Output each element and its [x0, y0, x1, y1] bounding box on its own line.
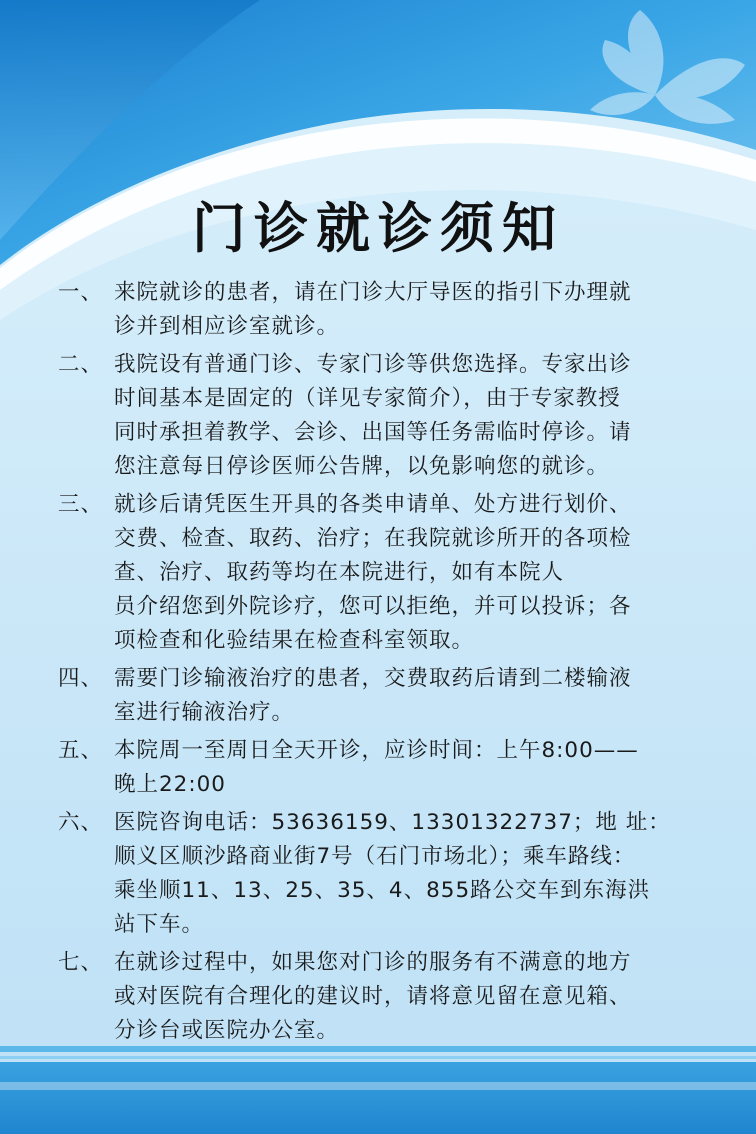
item-text-line: 需要门诊输液治疗的患者，交费取药后请到二楼输液 — [114, 666, 632, 691]
item-text-line: 员介绍您到外院诊疗，您可以拒绝，并可以投诉；各 — [114, 594, 632, 619]
item-text-line: 交费、检查、取药、治疗；在我院就诊所开的各项检 — [114, 526, 632, 551]
item-text-line: 或对医院有合理化的建议时，请将意见留在意见箱、 — [114, 984, 632, 1009]
list-item — [58, 662, 708, 730]
list-item — [58, 734, 708, 802]
footer-stripe — [0, 1046, 756, 1052]
item-text-line: 站下车。 — [114, 912, 205, 937]
item-text-line: 乘坐顺11、13、25、35、4、855路公交车到东海洪 — [114, 878, 651, 903]
item-number: 七、 — [58, 950, 104, 975]
item-text-line: 来院就诊的患者，请在门诊大厅导医的指引下办理就 — [114, 280, 632, 305]
footer-highlight — [0, 1082, 756, 1090]
item-number: 六、 — [58, 810, 104, 835]
item-text-line: 顺义区顺沙路商业街7号（石门市场北）；乘车路线： — [114, 844, 636, 869]
item-number: 三、 — [58, 492, 104, 517]
item-text-line: 晚上22:00 — [114, 772, 226, 797]
item-number: 一、 — [58, 280, 104, 305]
item-text-line: 项检查和化验结果在检查科室领取。 — [114, 628, 475, 653]
page-title: 门诊就诊须知 — [192, 196, 564, 260]
list-item — [58, 488, 708, 658]
item-number: 二、 — [58, 352, 104, 377]
item-text-line: 室进行输液治疗。 — [114, 700, 295, 725]
list-item — [58, 276, 708, 344]
item-text-line: 同时承担着教学、会诊、出国等任务需临时停诊。请 — [114, 420, 632, 445]
item-text-line: 查、治疗、取药等均在本院进行，如有本院人 — [114, 560, 565, 585]
list-item — [58, 806, 708, 942]
notice-list — [58, 276, 708, 1052]
item-text-line: 就诊后请凭医生开具的各类申请单、处方进行划价、 — [114, 492, 632, 517]
item-number: 四、 — [58, 666, 104, 691]
item-text-line: 本院周一至周日全天开诊，应诊时间：上午8:00—— — [114, 738, 639, 763]
list-item — [58, 348, 708, 484]
item-text-line: 时间基本是固定的（详见专家简介），由于专家教授 — [114, 386, 621, 411]
item-text-line: 诊并到相应诊室就诊。 — [114, 314, 340, 339]
list-item — [58, 946, 708, 1048]
item-text-line: 分诊台或医院办公室。 — [114, 1018, 340, 1043]
item-text-line: 医院咨询电话：53636159、13301322737；地 址： — [114, 810, 671, 835]
item-text-line: 在就诊过程中，如果您对门诊的服务有不满意的地方 — [114, 950, 632, 975]
footer-band — [0, 1062, 756, 1134]
item-text-line: 您注意每日停诊医师公告牌，以免影响您的就诊。 — [114, 454, 610, 479]
item-text-line: 我院设有普通门诊、专家门诊等供您选择。专家出诊 — [114, 352, 632, 377]
footer-stripe — [0, 1056, 756, 1059]
item-number: 五、 — [58, 738, 104, 763]
